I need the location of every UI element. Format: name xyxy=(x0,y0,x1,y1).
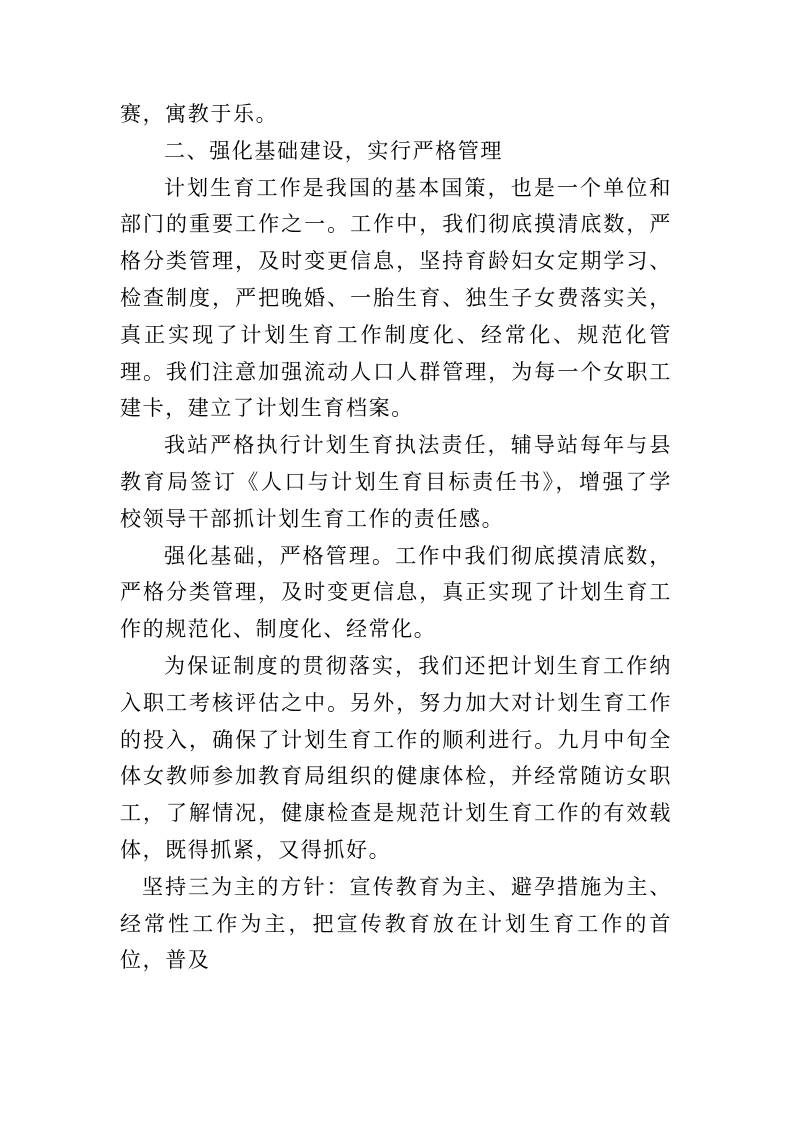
section-heading: 二、强化基础建设，实行严格管理 xyxy=(164,138,503,163)
paragraph-responsibility: 我站严格执行计划生育执法责任，辅导站每年与县教育局签订《人口与计划生育目标责任书》，增强了学校领导干部抓计划生育工作的责任感。 xyxy=(120,433,672,531)
document-body xyxy=(120,96,672,979)
paragraph-three-priorities: 坚持三为主的方针：宣传教育为主、避孕措施为主、经常性工作为主，把宣传教育放在计划生育工作的首位，普及 xyxy=(120,874,672,973)
paragraph-strengthen-foundation: 强化基础，严格管理。工作中我们彻底摸清底数，严格分类管理，及时变更信息，真正实现了计划生育工作的规范化、制度化、经常化。 xyxy=(120,543,672,642)
paragraph-family-planning-policy: 计划生育工作是我国的基本国策，也是一个单位和部门的重要工作之一。工作中，我们彻底摸清底数，严格分类管理，及时变更信息，坚持育龄妇女定期学习、检查制度，严把晚婚、一胎生育、独生子女费落实关，真正实现了计划生育工作制度化、经常化、规范化管理。我们注意加强流动人口人群管理，为每一个女职工建卡，建立了计划生育档案。 xyxy=(120,175,672,421)
paragraph-system-implementation: 为保证制度的贯彻落实，我们还把计划生育工作纳入职工考核评估之中。另外，努力加大对计划生育工作的投入，确保了计划生育工作的顺利进行。九月中旬全体女教师参加教育局组织的健康体检，并经常随访女职工，了解情况，健康检查是规范计划生育工作的有效载体，既得抓紧，又得抓好。 xyxy=(120,653,672,862)
paragraph-continuation: 赛，寓教于乐。 xyxy=(120,102,279,126)
